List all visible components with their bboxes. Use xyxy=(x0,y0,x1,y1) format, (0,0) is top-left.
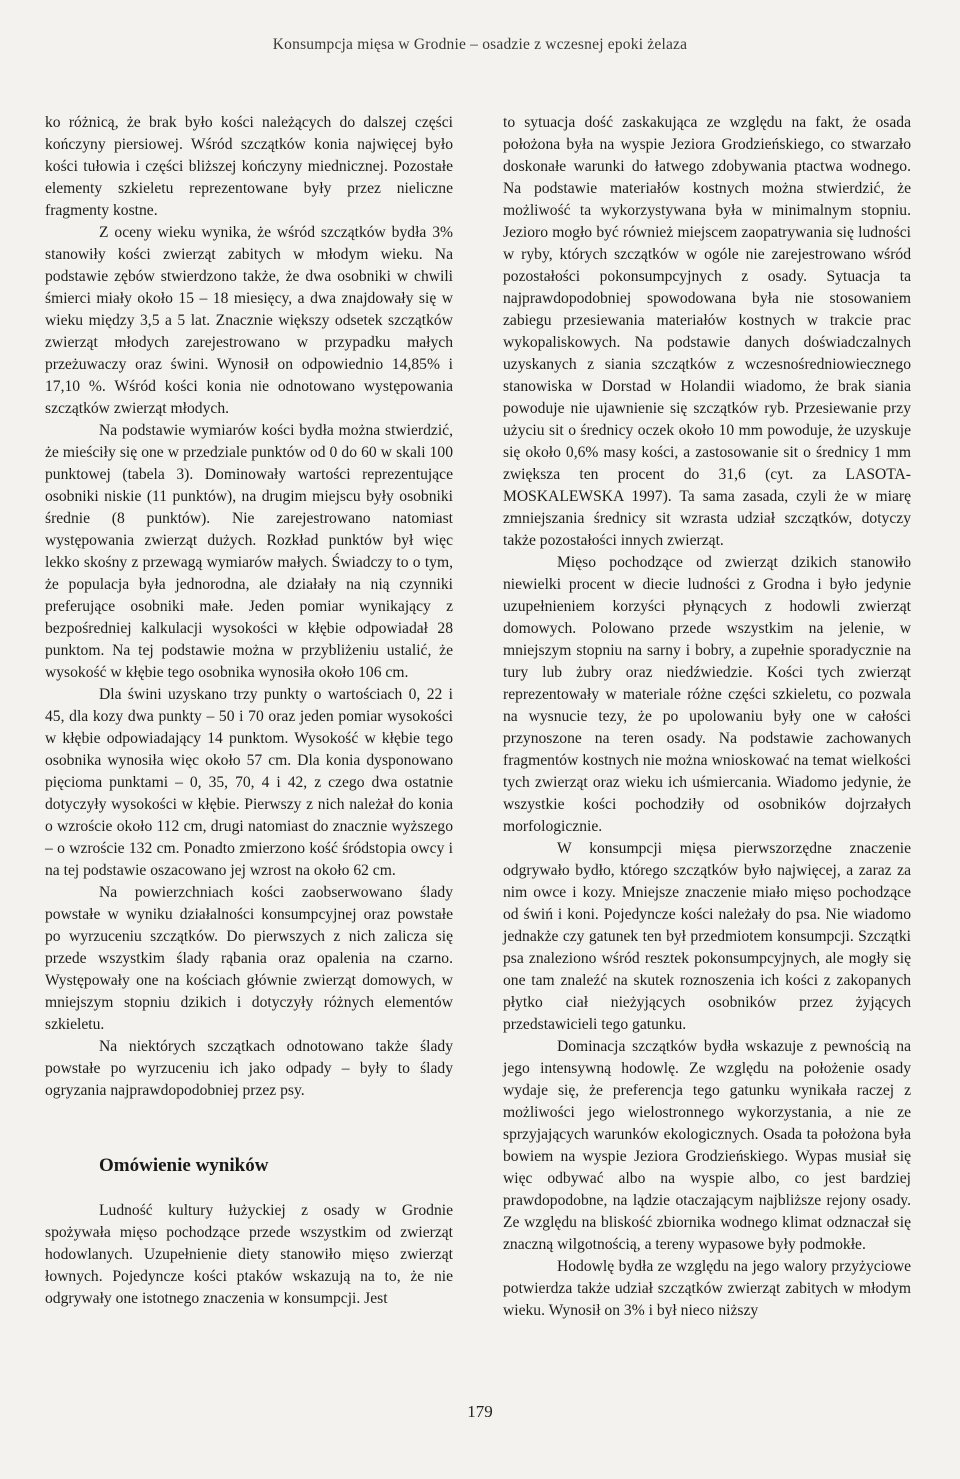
section-heading: Omówienie wyników xyxy=(99,1155,269,1176)
paragraph: Na powierzchniach kości zaobserwowano ślady powstałe w wyniku działalności konsumpcyjnej oraz powstałe po wyrzuceniu szczątków. Do pierwszych z nich zalicza się przede wszystkim ślady rąbania oraz opalenia na czarno. Występowały one na kościach głównie zwierząt domowych, w mniejszym stopniu dzikich i dotyczyły różnych elementów szkieletu. xyxy=(45,884,453,1033)
page-number: 179 xyxy=(467,1402,493,1421)
paragraph: Na podstawie wymiarów kości bydła można stwierdzić, że mieściły się one w przedziale punktów od 0 do 60 w skali 100 punktowej (tabela 3). Dominowały wartości reprezentujące osobniki niskie (11 punktów), na drugim miejscu były osobniki średnie (8 punktów). Nie zarejestrowano natomiast występowania zwierząt dużych. Rozkład punktów był więc lekko skośny z przewagą wymiarów małych. Świadczy to o tym, że populacja była jednorodna, ale działały na nią czynniki preferujące osobniki małe. Jeden pomiar wynikający z bezpośredniej kalkulacji wysokości w kłębie odpowiadał 28 punktom. Na tej podstawie można w przybliżeniu ustalić, że wysokość w kłębie tego osobnika wynosiła około 106 cm. xyxy=(45,422,453,681)
left-column xyxy=(45,112,453,1310)
paragraph: Mięso pochodzące od zwierząt dzikich stanowiło niewielki procent w diecie ludności z Grodna i było jedynie uzupełnieniem korzyści płynących z hodowli zwierząt domowych. Polowano przede wszystkim na jelenie, w mniejszym stopniu na sarny i bobry, a zupełnie sporadycznie na tury lub żubry oraz niedźwiedzie. Kości tych zwierząt reprezentowały w materiale różne części szkieletu, co pozwala na wysnucie tezy, że po upolowaniu były one w całości przynoszone na teren osady. Na podstawie zachowanych fragmentów kostnych nie można wnioskować na temat wielkości tych zwierząt oraz wieku ich uśmiercania. Wiadomo jedynie, że wszystkie kości pochodziły od osobników dojrzałych morfologicznie. xyxy=(503,554,911,835)
right-column xyxy=(503,112,911,1322)
paragraph: Ludność kultury łużyckiej z osady w Grodnie spożywała mięso pochodzące przede wszystkim od zwierząt hodowlanych. Uzupełnienie diety stanowiło mięso zwierząt łownych. Pojedyncze kości ptaków wskazują na to, że nie odgrywały one istotnego znaczenia w konsumpcji. Jest xyxy=(45,1202,453,1307)
paragraph: Dominacja szczątków bydła wskazuje z pewnością na jego intensywną hodowlę. Ze względu na położenie osady wydaje się, że preferencja tego gatunku wynikała raczej z możliwości jego wielostronnego wykorzystania, a nie ze sprzyjających warunków ekologicznych. Osada ta położona była bowiem na wyspie Jeziora Grodzieńskiego. Wypas musiał się więc odbywać albo na wyspie albo, co jest bardziej prawdopodobne, na lądzie otaczającym najbliższe rejony osady. Ze względu na bliskość zbiornika wodnego klimat odznaczał się znaczną wilgotnością, a tereny wypasowe były podmokłe. xyxy=(503,1038,911,1253)
paragraph: Z oceny wieku wynika, że wśród szczątków bydła 3% stanowiły kości zwierząt zabitych w młodym wieku. Na podstawie zębów stwierdzono także, że dwa osobniki w chwili śmierci miały około 15 – 18 miesięcy, a dwa znajdowały się w wieku między 3,5 a 5 lat. Znacznie większy odsetek szczątków zwierząt młodych zarejestrowano w przypadku małych przeżuwaczy oraz świni. Wynosił on odpowiednio 14,85% i 17,10 %. Wśród kości konia nie odnotowano występowania szczątków zwierząt młodych. xyxy=(45,224,453,417)
paragraph: W konsumpcji mięsa pierwszorzędne znaczenie odgrywało bydło, którego szczątków było najwięcej, a zaraz za nim owce i kozy. Mniejsze znaczenie miało mięso pochodzące od świń i koni. Pojedyncze kości należały do psa. Nie wiadomo jednakże czy gatunek ten był przedmiotem konsumpcji. Szczątki psa znaleziono wśród resztek pokonsumpcyjnych, ale mogły się one tam znaleźć na skutek roznoszenia ich kości z zakopanych płytko ciał nieżyjących osobników przez żyjących przedstawicieli tego gatunku. xyxy=(503,840,911,1033)
running-header: Konsumpcja mięsa w Grodnie – osadzie z wczesnej epoki żelaza xyxy=(272,36,688,53)
paragraph: Na niektórych szczątkach odnotowano także ślady powstałe po wyrzuceniu ich jako odpady – były to ślady ogryzania najprawdopodobniej przez psy. xyxy=(45,1038,453,1099)
paragraph: Dla świni uzyskano trzy punkty o wartościach 0, 22 i 45, dla kozy dwa punkty – 50 i 70 oraz jeden pomiar wysokości w kłębie odpowiadający 14 punktom. Wysokość w kłębie tego osobnika wynosiła więc około 57 cm. Dla konia dysponowano pięcioma punktami – 0, 35, 70, 4 i 42, z czego dwa ostatnie dotyczyły wysokości w kłębie. Pierwszy z nich należał do konia o wzroście około 112 cm, drugi natomiast do znacznie wyższego – o wzroście 132 cm. Ponadto zmierzono kość śródstopia owcy i na tej podstawie oszacowano jej wzrost na około 62 cm. xyxy=(45,686,453,879)
paragraph: to sytuacja dość zaskakująca ze względu na fakt, że osada położona była na wyspie Jeziora Grodzieńskiego, co stwarzało doskonałe warunki do łatwego zdobywania ptactwa wodnego. Na podstawie materiałów kostnych można stwierdzić, że możliwość ta wykorzystywana była w minimalnym stopniu. Jezioro mogło być również miejscem zaopatrywania się ludności w ryby, których szczątków w ogóle nie zarejestrowano wśród pozostałości pokonsumpcyjnych z osady. Sytuacja ta najprawdopodobniej spowodowana była nie stosowaniem zabiegu przesiewania materiałów kostnych w trakcie prac wykopaliskowych. Na podstawie danych doświadczalnych uzyskanych z siania szczątków z wczesnośredniowiecznego stanowiska w Dorstad w Holandii wiadomo, że brak siania powoduje nie ujawnienie się szczątków ryb. Przesiewanie przy użyciu sit o średnicy oczek około 10 mm powoduje, że uzyskuje się około 0,6% masy kości, a zastosowanie sit o średnicy 1 mm zwiększa ten procent do 31,6 (cyt. za LASOTA-MOSKALEWSKA 1997). Ta sama zasada, czyli że w miarę zmniejszania średnicy sit wzrasta udział szczątków, dotyczy także pozostałości innych zwierząt. xyxy=(503,114,911,549)
paragraph: Hodowlę bydła ze względu na jego walory przyżyciowe potwierdza także udział szczątków zwierząt zabitych w młodym wieku. Wynosił on 3% i był nieco niższy xyxy=(503,1258,911,1319)
paragraph: ko różnicą, że brak było kości należących do dalszej części kończyny piersiowej. Wśród szczątków konia najwięcej było kości tułowia i części bliższej kończyny miednicznej. Pozostałe elementy szkieletu reprezentowane były przez nieliczne fragmenty kostne. xyxy=(45,114,453,219)
